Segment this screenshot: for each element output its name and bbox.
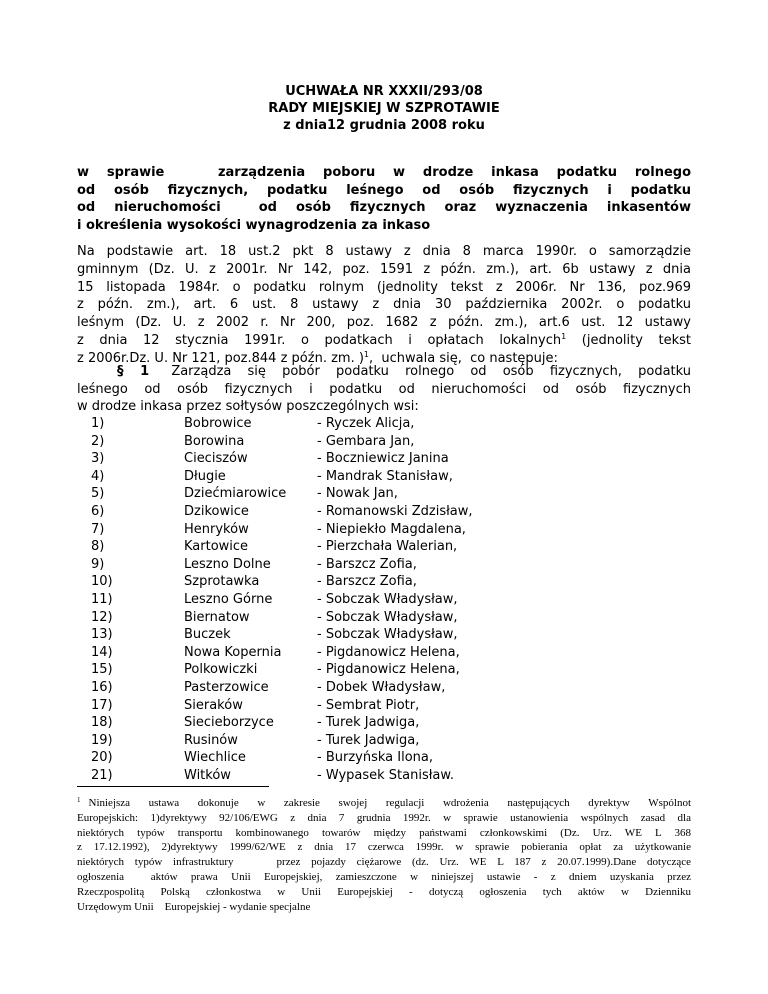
village-number: 10) (91, 574, 113, 590)
village-name: Sieraków (184, 697, 243, 713)
resolution-subject (77, 164, 691, 234)
footnote-line: Rzeczpospolitą Polską członkostwa w Unii Europejskiej - dotyczą ogłoszenia tych aktów w Dzienniku (77, 885, 691, 898)
collector-name: - Sembrat Piotr, (317, 697, 420, 713)
village-name: Polkowiczki (184, 662, 258, 678)
collector-name: - Boczniewicz Janina (317, 451, 449, 467)
footnote-line: Europejskich: 1)dyrektywy 92/106/EWG z dnia 7 grudnia 1992r. w sprawie ustanowienia wspólnych zasad dla (77, 811, 691, 824)
title-line-number: UCHWAŁA NR XXXII/293/08 (285, 84, 483, 99)
footnote-line: niektórych typów infrastruktury przez pojazdy ciężarowe (dz. Urz. WE L 187 z 20.07.1999).Dane dotyczące (77, 856, 691, 869)
village-name: Leszno Dolne (184, 556, 271, 572)
village-name: Bobrowice (184, 416, 252, 431)
village-name: Henryków (184, 521, 249, 537)
collector-name: - Romanowski Zdzisław, (317, 503, 473, 519)
subject-line: i określenia wysokości wynagrodzenia za inkaso (77, 217, 431, 233)
collector-name: - Niepiekło Magdalena, (317, 521, 466, 537)
paragraph-1 (77, 363, 691, 416)
basis-line: gminnym (Dz. U. z 2001r. Nr 142, poz. 1591 z późn. zm.), art. 6b ustawy z dnia (77, 261, 691, 277)
paragraph-label: § 1 (117, 364, 150, 379)
basis-line (77, 332, 691, 350)
basis-text: z dnia 12 stycznia 1991r. o podatkach i opłatach lokalnych (77, 332, 562, 348)
footnote-number: 1 (77, 796, 81, 804)
village-number: 12) (91, 609, 113, 625)
legal-basis (77, 243, 691, 368)
footnote-line (77, 796, 691, 811)
village-name: Cieciszów (184, 451, 248, 467)
footnote-mark: 1 (561, 331, 567, 341)
paragraph-text: Zarządza się pobór podatku rolnego od osób fizycznych, podatku (171, 364, 692, 379)
paragraph-line: leśnego od osób fizycznych i podatku od nieruchomości od osób fizycznych (77, 381, 691, 397)
collector-name: - Pierzchała Walerian, (317, 539, 458, 555)
footnote-mark: 1 (363, 349, 369, 359)
basis-text: , uchwala się, co następuje: (369, 350, 558, 366)
footnote-line: Urzędowym Unii Europejskiej - wydanie specjalne (77, 900, 311, 913)
collector-name: - Wypasek Stanisław. (317, 767, 454, 783)
collector-name: - Pigdanowicz Helena, (317, 662, 460, 678)
village-name: Leszno Górne (184, 591, 273, 607)
basis-text: (jednolity tekst (581, 332, 691, 348)
village-name: Długie (184, 468, 226, 484)
footnote-text: Niniejsza ustawa dokonuje w zakresie swojej regulacji wdrożenia następujących dyrektyw Wspólnot (88, 797, 691, 809)
collector-name: - Ryczek Alicja, (317, 416, 415, 431)
village-number: 3) (91, 451, 105, 467)
village-number: 2) (91, 433, 105, 449)
village-number: 17) (91, 697, 113, 713)
village-number: 15) (91, 662, 113, 678)
collector-name: - Barszcz Zofia, (317, 574, 417, 590)
collector-name: - Barszcz Zofia, (317, 556, 417, 572)
village-number: 20) (91, 750, 113, 766)
village-number: 11) (91, 591, 113, 607)
village-number: 7) (91, 521, 105, 537)
footnote-line: z 17.12.1992), 2)dyrektywy 1999/62/WE z dnia 17 czerwca 1999r. w sprawie pobierania opłat za użytkowanie (77, 841, 691, 854)
village-number: 14) (91, 644, 113, 660)
village-number: 8) (91, 539, 105, 555)
village-name: Dziećmiarowice (184, 486, 287, 502)
village-name: Nowa Kopernia (184, 644, 282, 660)
village-number: 19) (91, 732, 113, 748)
village-name: Pasterzowice (184, 679, 269, 695)
collector-name: - Mandrak Stanisław, (317, 468, 453, 484)
village-name: Witków (184, 767, 231, 783)
village-number: 13) (91, 627, 113, 643)
village-name: Kartowice (184, 539, 249, 555)
collector-name: - Turek Jadwiga, (317, 715, 420, 731)
basis-line: Na podstawie art. 18 ust.2 pkt 8 ustawy z dnia 8 marca 1990r. o samorządzie (77, 244, 691, 259)
collector-name: - Burzyńska Ilona, (317, 750, 433, 766)
footnote-line: ogłoszenia aktów prawa Unii Europejskiej, zamieszczone w niniejszej ustawie - z dniem uzyskania przez (77, 870, 691, 883)
village-number: 18) (91, 715, 113, 731)
subject-line: od nieruchomości od osób fizycznych oraz wyznaczenia inkasentów (77, 200, 691, 215)
village-number: 4) (91, 468, 105, 484)
village-name: Siecieborzyce (184, 715, 274, 731)
title-line-council: RADY MIEJSKIEJ W SZPROTAWIE (268, 101, 500, 116)
collector-name: - Sobczak Władysław, (317, 627, 458, 643)
paragraph-line: w drodze inkasa przez sołtysów poszczególnych wsi: (77, 399, 419, 415)
village-name: Dzikowice (184, 503, 249, 519)
collector-name: - Gembara Jan, (317, 433, 415, 449)
footnote (77, 796, 691, 914)
village-name: Rusinów (184, 732, 238, 748)
resolution-title (0, 83, 768, 134)
basis-text: z 2006r.Dz. U. Nr 121, poz.844 z późn. zm. ) (77, 350, 364, 366)
collector-name: - Pigdanowicz Helena, (317, 644, 460, 660)
subject-line: od osób fizycznych, podatku leśnego od osób fizycznych i podatku (77, 182, 691, 198)
basis-line: 15 listopada 1984r. o podatku rolnym (jednolity tekst z 2006r. Nr 136, poz.969 (77, 279, 691, 295)
village-name: Borowina (184, 433, 245, 449)
collector-name: - Sobczak Władysław, (317, 591, 458, 607)
paragraph-line (77, 363, 691, 381)
subject-line: w sprawie zarządzenia poboru w drodze inkasa podatku rolnego (77, 165, 691, 180)
collector-name: - Nowak Jan, (317, 486, 398, 502)
village-number: 21) (91, 767, 113, 783)
village-number: 16) (91, 679, 113, 695)
collector-name: - Turek Jadwiga, (317, 732, 420, 748)
footnote-line: niektórych typów transportu kombinowanego towarów między państwami członkowskimi (Dz. Urz. WE L 368 (77, 826, 691, 839)
footnote-separator (77, 786, 269, 787)
village-number: 6) (91, 503, 105, 519)
village-number: 9) (91, 556, 105, 572)
basis-line: leśnym (Dz. U. z 2002 r. Nr 200, poz. 1682 z późn. zm.), art.6 ust. 12 ustawy (77, 315, 691, 331)
collector-name: - Sobczak Władysław, (317, 609, 458, 625)
village-number: 5) (91, 486, 105, 502)
village-name: Szprotawka (184, 574, 260, 590)
collector-name: - Dobek Władysław, (317, 679, 446, 695)
village-name: Buczek (184, 627, 231, 643)
basis-line: z późn. zm.), art. 6 ust. 8 ustawy z dnia 30 października 2002r. o podatku (77, 297, 691, 313)
village-name: Biernatow (184, 609, 250, 625)
village-name: Wiechlice (184, 750, 246, 766)
village-number: 1) (91, 416, 105, 431)
title-line-date: z dnia12 grudnia 2008 roku (283, 118, 485, 133)
